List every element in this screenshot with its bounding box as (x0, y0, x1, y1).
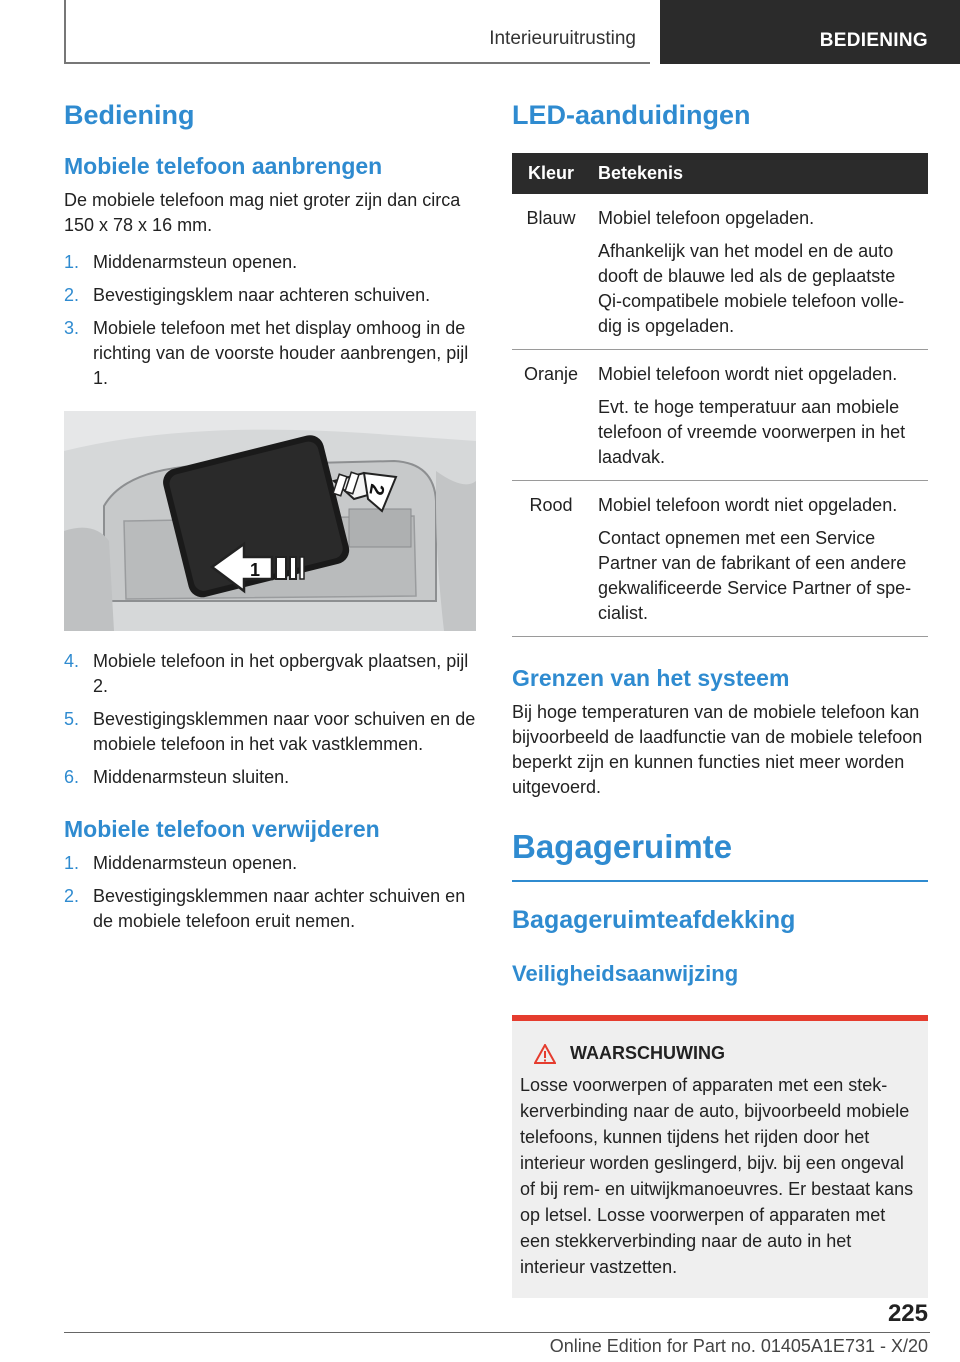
console-figure (64, 411, 476, 631)
list-item (64, 649, 476, 699)
led-table (512, 153, 928, 637)
step-text: Middenarmsteun openen. (93, 853, 298, 873)
step-number: 1. (64, 252, 80, 272)
led-color-cell: Blauw (512, 194, 590, 350)
header-left-rule (64, 0, 66, 64)
led-table-header-row (512, 153, 928, 194)
header-tab-label: BEDIENING (819, 30, 928, 51)
footer-rule (64, 1332, 930, 1333)
warning-triangle-icon (534, 1044, 556, 1064)
arrow-2-label: 2 (364, 482, 389, 497)
list-item (64, 316, 476, 391)
led-col-meaning-header: Betekenis (590, 153, 928, 194)
step-number: 1. (64, 853, 80, 873)
list-item (64, 250, 476, 275)
led-meaning-line: Evt. te hoge temperatuur aan mobiele telefoon of vreemde voorwerpen in het laadvak. (598, 397, 906, 467)
footer-edition: Online Edition for Part no. 01405A1E731 - X/20 (549, 1336, 928, 1356)
led-meaning-line: Contact opnemen met een Service Partner van de fabrikant of een andere gekwalificeerde Service Partner of specialist. (598, 528, 912, 623)
step-number: 2. (64, 285, 80, 305)
section-heading: Bediening (64, 100, 195, 130)
arrow-1-label: 1 (250, 560, 261, 580)
step-number: 3. (64, 318, 80, 338)
step-text: Bevestigingsklem naar achteren schuiven. (93, 285, 431, 305)
step-text: Bevestigingsklemmen naar voor schuiven en de mobiele telefoon in het vak vastklemmen. (93, 709, 476, 754)
step-number: 2. (64, 886, 80, 906)
step-number: 4. (64, 651, 80, 671)
phone-in-console-illustration (64, 411, 476, 631)
left-column (64, 100, 476, 942)
list-item (64, 707, 476, 757)
led-col-color-header: Kleur (512, 153, 590, 194)
led-meaning-line: Mobiel telefoon wordt niet opgeladen. (598, 364, 898, 384)
led-section-title: LED-aanduidingen (512, 100, 751, 130)
step-text: Mobiele telefoon met het display omhoog in de richting van de voorste houder aanbrengen, pijl 1. (93, 318, 469, 388)
step-text: Middenarmsteun sluiten. (93, 767, 290, 787)
steps-list-remove (64, 851, 476, 934)
warning-title: WAARSCHUWING (570, 1043, 725, 1063)
chapter-block (512, 828, 928, 882)
cover-title: Bagageruimteafdekking (512, 906, 796, 934)
header-section-title: Interieuruitrusting (489, 28, 636, 49)
subsection-title-remove: Mobiele telefoon verwijderen (64, 816, 380, 842)
led-meaning-cell (590, 194, 928, 350)
page-number: 225 (887, 1300, 928, 1327)
chapter-title: Bagageruimte (512, 828, 733, 865)
chapter-rule (512, 880, 928, 882)
right-column (512, 100, 928, 1298)
table-row (512, 350, 928, 481)
header-bottom-rule (64, 62, 650, 64)
led-meaning-cell (590, 350, 928, 481)
list-item (64, 884, 476, 934)
step-text: Bevestigingsklemmen naar achter schuiven en de mobiele telefoon eruit nemen. (93, 886, 466, 931)
limits-title: Grenzen van het systeem (512, 665, 790, 691)
intro-text: De mobiele telefoon mag niet groter zijn dan circa 150 x 78 x 16 mm. (64, 190, 461, 235)
led-meaning-line: Afhankelijk van het model en de auto dooft de blauwe led als de geplaatste Qi-compatibele mobiele telefoon volledig is opgeladen. (598, 241, 905, 336)
steps-list-store (64, 649, 476, 790)
led-color-cell: Rood (512, 481, 590, 637)
list-item (64, 851, 476, 876)
led-meaning-cell (590, 481, 928, 637)
table-row (512, 194, 928, 350)
warning-header (534, 1043, 920, 1064)
led-meaning-line: Mobiel telefoon opgeladen. (598, 208, 815, 228)
list-item (64, 283, 476, 308)
safety-title: Veiligheidsaanwijzing (512, 961, 739, 986)
table-row (512, 481, 928, 637)
step-text: Mobiele telefoon in het opbergvak plaatsen, pijl 2. (93, 651, 469, 696)
step-number: 5. (64, 709, 80, 729)
warning-text: Losse voorwerpen of apparaten met een stekkerverbinding naar de auto, bijvoorbeeld mobiele telefoons, kunnen tijdens het rijden door het interieur worden geslingerd, bijv. bij een ongeval of bij rem- en uitwijkmanoeuvres. Er bestaat kans op letsel. Losse voorwerpen of apparaten met een stekkerverbinding naar de auto in het interieur vastzetten. (520, 1075, 914, 1277)
step-text: Middenarmsteun openen. (93, 252, 298, 272)
warning-box (512, 1015, 928, 1298)
led-color-cell: Oranje (512, 350, 590, 481)
steps-list-attach (64, 250, 476, 391)
led-meaning-line: Mobiel telefoon wordt niet opgeladen. (598, 495, 898, 515)
step-number: 6. (64, 767, 80, 787)
subsection-title-attach: Mobiele telefoon aanbrengen (64, 153, 383, 179)
list-item (64, 765, 476, 790)
limits-text: Bij hoge temperaturen van de mobiele telefoon kan bijvoorbeeld de laadfunctie van de mobiele telefoon beperkt zijn en kunnen functies niet meer worden uitgevoerd. (512, 702, 923, 797)
